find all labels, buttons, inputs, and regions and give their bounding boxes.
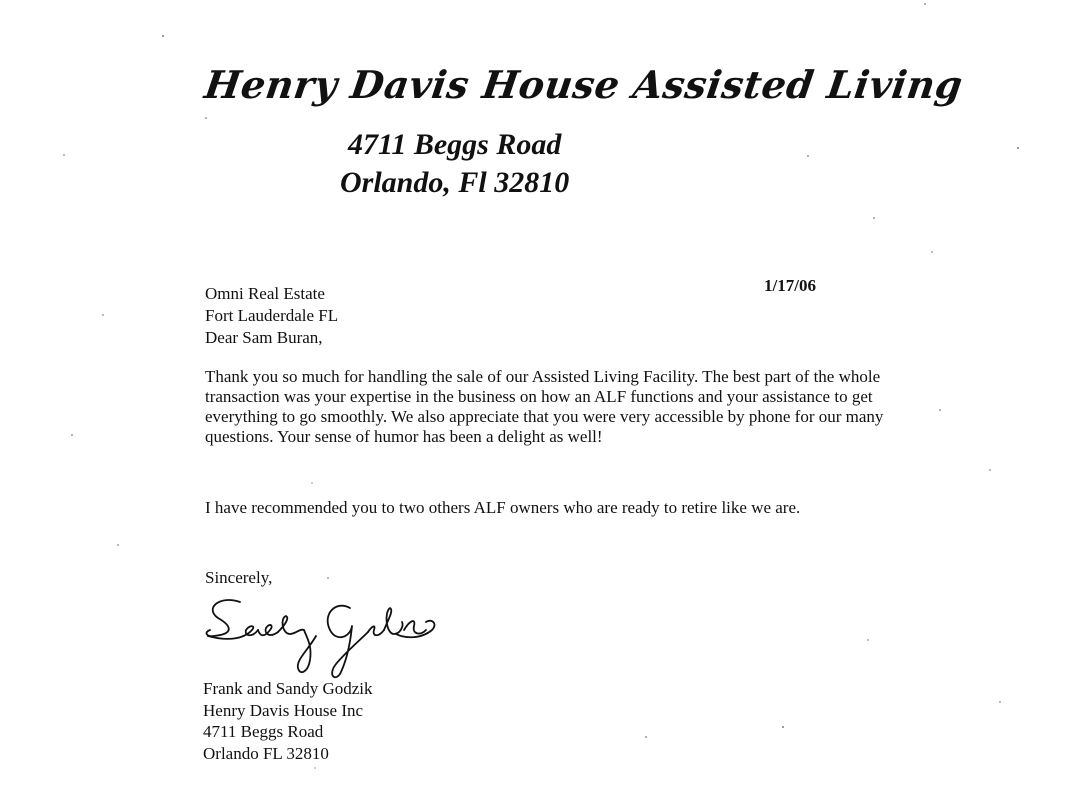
closing: Sincerely,: [205, 568, 273, 587]
letter-date: 1/17/06: [764, 276, 816, 295]
letterhead-title: Henry Davis House Assisted Living: [201, 62, 966, 107]
handwritten-signature: [200, 590, 440, 685]
body-paragraph-1: Thank you so much for handling the sale of our Assisted Living Facility. The best part of the whole transaction was your expertise in the business on how an ALF functions and your assistance to get everything to go smoothly. We also appreciate that you were very accessible by phone for our many questions. Your sense of humor has been a delight as well!: [205, 367, 884, 446]
recipient-location: Fort Lauderdale FL: [205, 306, 339, 325]
sender-street: 4711 Beggs Road: [203, 722, 324, 741]
body-paragraph-2: I have recommended you to two others ALF owners who are ready to retire like we are.: [205, 498, 801, 517]
letterhead-street: 4711 Beggs Road: [348, 128, 562, 161]
recipient-block: [205, 283, 338, 349]
sender-city: Orlando FL 32810: [203, 743, 329, 763]
sender-names: Frank and Sandy Godzik: [203, 679, 373, 698]
sender-block: [203, 678, 373, 764]
letterhead-city: Orlando, Fl 32810: [340, 166, 570, 199]
sender-company: Henry Davis House Inc: [203, 700, 364, 720]
salutation: Dear Sam Buran,: [205, 328, 323, 347]
recipient-company: Omni Real Estate: [205, 284, 325, 303]
